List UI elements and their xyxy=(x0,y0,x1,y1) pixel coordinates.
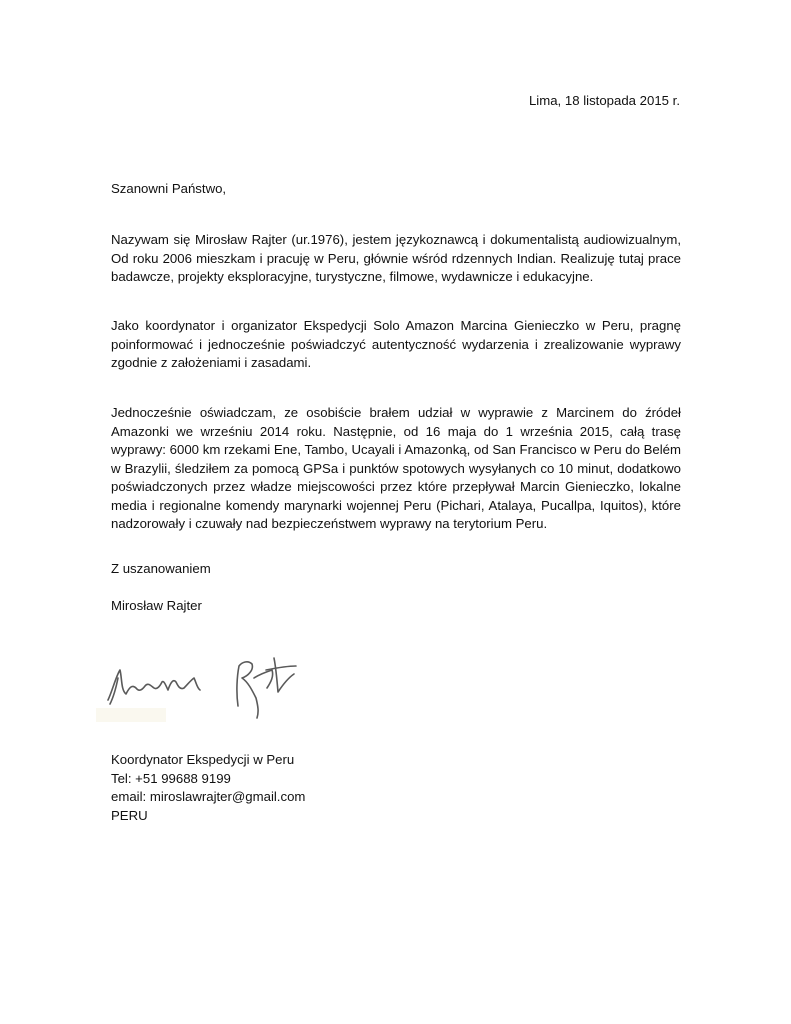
contact-email: email: miroslawrajter@gmail.com xyxy=(111,789,306,804)
sender-name: Mirosław Rajter xyxy=(111,598,202,613)
paragraph-introduction: Nazywam się Mirosław Rajter (ur.1976), jestem językoznawcą i dokumentalistą audiowizualnym, Od roku 2006 mieszkam i pracuję w Peru, głównie wśród rdzennych Indian. Realizuję tutaj prace badawcze, projekty eksploracyjne, turystyczne, filmowe, wydawnicze i edukacyjne. xyxy=(111,232,681,284)
contact-block xyxy=(111,751,681,825)
greeting: Szanowni Państwo, xyxy=(111,181,227,196)
date-line: Lima, 18 listopada 2015 r. xyxy=(528,93,680,108)
paragraph-statement: Jednocześnie oświadczam, ze osobiście brałem udział w wyprawie z Marcinem do źródeł Amazonki we wrześniu 2014 roku. Następnie, od 16 maja do 1 września 2015, całą trasę wyprawy: 6000 km rzekami Ene, Tambo, Ucayali i Amazonką, od San Francisco w Peru do Belém w Brazylii, śledziłem za pomocą GPSa i punktów spotowych wysyłanych co 10 minut, dodatkowo poświadczonych przez władze miejscowości przez które przepływał Marcin Gienieczko, lokalne media i regionalne komendy marynarki wojennej Peru (Pichari, Atalaya, Pucallpa, Iquitos), które nadzorowały i czuwały nad bezpieczeństwem wyprawy na terytorium Peru. xyxy=(111,405,681,531)
handwritten-signature xyxy=(96,648,310,722)
contact-phone: Tel: +51 99688 9199 xyxy=(111,770,231,786)
contact-country: PERU xyxy=(111,807,148,823)
closing-phrase: Z uszanowaniem xyxy=(111,561,211,576)
contact-role: Koordynator Ekspedycji w Peru xyxy=(111,752,295,767)
paragraph-confirmation: Jako koordynator i organizator Ekspedycji Solo Amazon Marcina Gienieczko w Peru, pragnę poinformować i jednocześnie poświadczyć autentyczność wydarzenia i zrealizowanie wyprawy zgodnie z założeniami i zasadami. xyxy=(111,318,681,370)
